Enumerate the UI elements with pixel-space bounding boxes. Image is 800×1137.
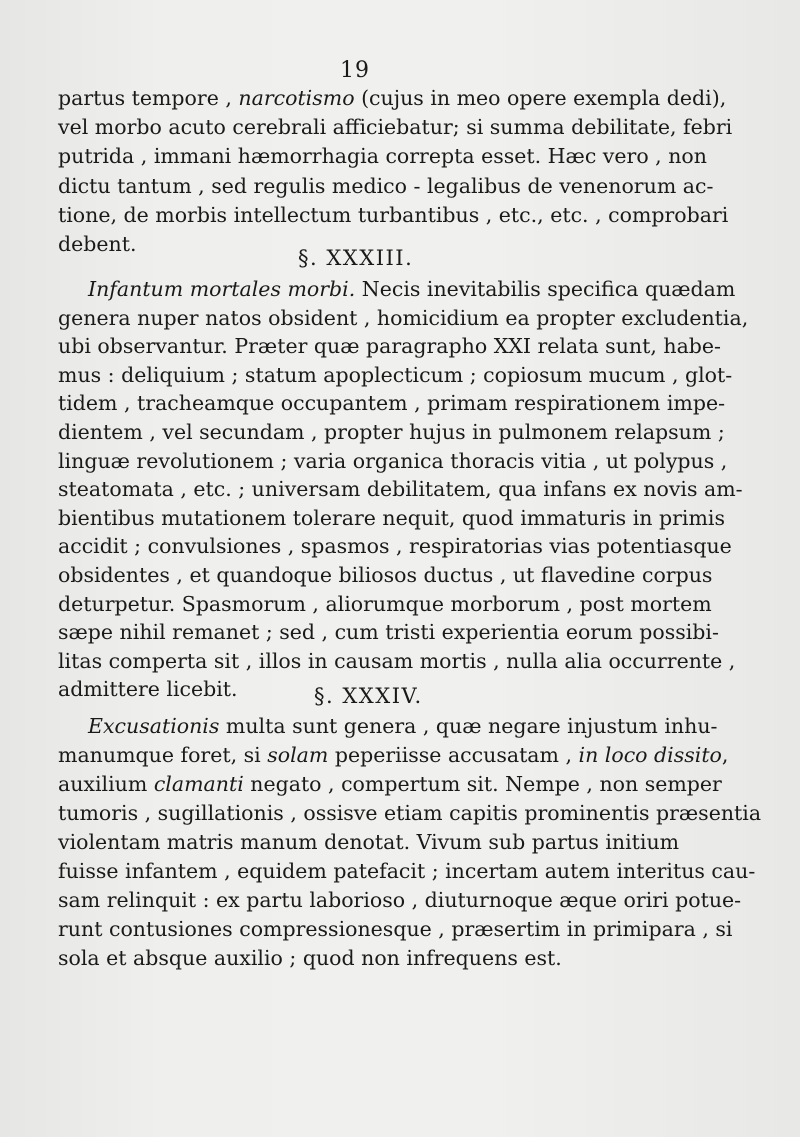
text-line — [58, 828, 680, 856]
text-run: ubi observantur. Præter quæ paragrapho XXI relata sunt, habe- — [58, 334, 721, 359]
text-run: fuisse infantem , equidem patefacit ; incertam autem interitus cau- — [58, 859, 756, 883]
text-line — [58, 332, 721, 360]
text-run: linguæ revolutionem ; varia organica thoracis vitia , ut polypus , — [58, 448, 728, 473]
text-line — [58, 590, 712, 618]
text-run: obsidentes , et quandoque biliosos ductus , ut flavedine corpus — [58, 563, 713, 587]
text-run: sola et absque auxilio ; quod non infrequens est. — [58, 946, 562, 970]
text-line — [58, 618, 719, 646]
text-run: tumoris , sugillationis , ossisve etiam capitis prominentis præsentia — [58, 801, 762, 825]
text-line — [58, 142, 707, 170]
text-run: peperiisse accusatam , — [328, 743, 579, 767]
text-line — [58, 770, 722, 798]
text-run: genera nuper natos obsident , homicidium ea propter excludentia, — [58, 305, 749, 330]
text-run: negato , compertum sit. Nempe , non semper — [243, 772, 722, 796]
text-run: mus : deliquium ; statum apoplecticum ; copiosum mucum , glot- — [58, 362, 733, 387]
text-line — [58, 561, 713, 589]
italic-run: clamanti — [153, 772, 244, 796]
text-line — [58, 741, 729, 769]
text-run: Necis inevitabilis specifica quædam — [355, 277, 736, 301]
text-run: runt contusiones compressionesque , præsertim in primipara , si — [58, 917, 733, 941]
italic-run: Infantum mortales morbi. — [88, 277, 356, 301]
text-run: debent. — [58, 232, 137, 256]
text-line — [58, 418, 725, 446]
text-run: , — [721, 743, 729, 767]
text-line — [58, 799, 762, 827]
text-run: bientibus mutationem tolerare nequit, quod immaturis in primis — [58, 505, 725, 530]
text-line — [58, 389, 726, 417]
text-run: manumque foret, si — [58, 743, 268, 767]
text-run: dientem , vel secundam , propter hujus in pulmonem relapsum ; — [58, 420, 725, 444]
text-line — [58, 172, 714, 200]
text-line — [58, 504, 725, 532]
text-run: partus tempore , — [58, 86, 239, 110]
italic-run: in loco dissito — [578, 743, 722, 767]
text-line — [58, 84, 727, 112]
text-run: sam relinquit : ex partu laborioso , diuturnoque æque oriri potue- — [58, 888, 742, 912]
page-number: 19 — [340, 58, 370, 83]
section-heading-xxxiv: §. XXXIV. — [314, 684, 423, 708]
text-line — [58, 201, 729, 229]
text-line — [58, 447, 728, 475]
text-line — [58, 944, 664, 972]
text-line — [58, 532, 732, 560]
section-heading-xxxiii: §. XXXIII. — [298, 246, 414, 270]
text-run: violentam matris manum denotat. Vivum sub partus initium — [58, 830, 680, 854]
italic-run: narcotismo — [238, 86, 355, 110]
text-run: vel morbo acuto cerebrali afficiebatur; si summa debilitate, febri — [58, 115, 733, 140]
text-line — [58, 361, 733, 389]
text-line — [58, 113, 733, 141]
italic-run: solam — [267, 743, 329, 767]
text-run: (cujus in meo opere exempla dedi), — [354, 86, 727, 110]
text-line — [58, 857, 756, 885]
text-run: litas comperta sit , illos in causam mortis , nulla alia occurrente , — [58, 648, 736, 673]
text-line — [58, 886, 742, 914]
text-line — [88, 712, 718, 740]
text-run: steatomata , etc. ; universam debilitatem, qua infans ex novis am- — [58, 477, 743, 502]
text-run: auxilium — [58, 772, 154, 796]
text-line — [58, 915, 733, 943]
text-run: tidem , tracheamque occupantem , primam respirationem impe- — [58, 391, 726, 416]
text-line — [58, 475, 743, 503]
text-run: sæpe nihil remanet ; sed , cum tristi experientia eorum possibi- — [58, 620, 719, 645]
text-run: dictu tantum , sed regulis medico - legalibus de venenorum ac- — [58, 173, 714, 198]
text-line — [88, 275, 736, 303]
italic-run: Excusationis — [88, 714, 220, 738]
text-run: deturpetur. Spasmorum , aliorumque morborum , post mortem — [58, 591, 712, 616]
text-run: multa sunt genera , quæ negare injustum inhu- — [219, 714, 718, 738]
text-line — [58, 647, 736, 675]
text-line — [58, 304, 749, 332]
text-run: tione, de morbis intellectum turbantibus , etc., etc. , comprobari — [58, 202, 729, 227]
text-run: accidit ; convulsiones , spasmos , respiratorias vias potentiasque — [58, 534, 732, 559]
text-run: admittere licebit. — [58, 677, 238, 702]
text-run: putrida , immani hæmorrhagia correpta esset. Hæc vero , non — [58, 144, 707, 169]
